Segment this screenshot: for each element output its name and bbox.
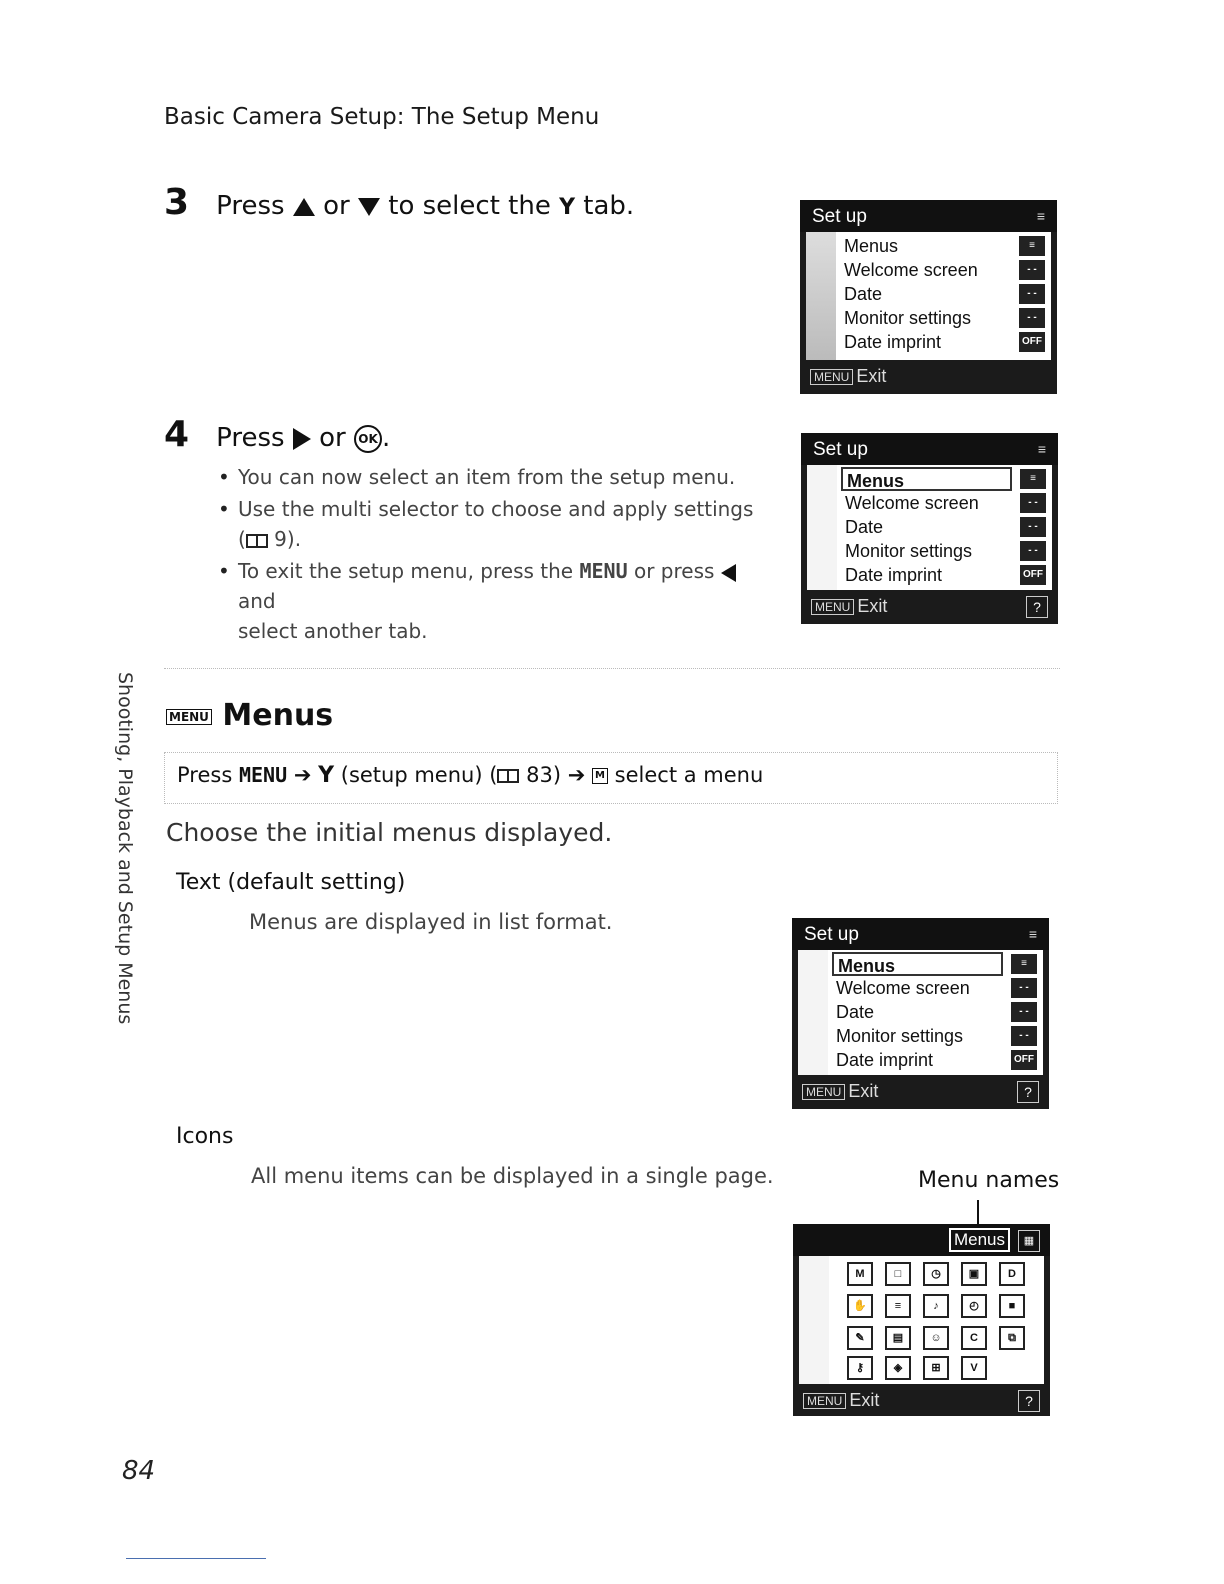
menu-item: Date [844, 284, 883, 304]
bullet-text: You can now select an item from the setup menu. [238, 465, 736, 489]
camera-screen-setup-tab [800, 200, 1057, 394]
section-lead: Choose the initial menus displayed. [166, 818, 613, 847]
side-tab [108, 672, 138, 1032]
menu-item: Monitor settings [844, 308, 972, 328]
language-icon: ✎ [847, 1326, 873, 1350]
path-setup: (setup menu) ( [340, 763, 498, 787]
menu-list [844, 234, 1011, 354]
camera-screen-text-format [792, 918, 1049, 1109]
setting-icon: - - [1011, 1026, 1037, 1046]
ratio-icon: ⊞ [923, 1356, 949, 1380]
auto-off-icon: ◴ [961, 1294, 987, 1318]
scroll-bars-icon: ≡ [1028, 926, 1037, 942]
setting-icon: - - [1019, 284, 1045, 304]
section-title [166, 698, 333, 733]
list-icon: ≡ [1019, 236, 1045, 256]
sound-icon: ♪ [923, 1294, 949, 1318]
setting-icon: - - [1020, 517, 1046, 537]
left-arrow-icon [721, 564, 736, 582]
step-number: 3 [164, 182, 190, 223]
af-assist-icon: ≡ [885, 1294, 911, 1318]
menu-item: Menus [844, 236, 899, 256]
menu-item: Welcome screen [845, 493, 979, 513]
screen-title: Set up [813, 439, 868, 460]
setting-icon: - - [1011, 978, 1037, 998]
screen-footer [793, 1384, 1050, 1416]
screen-title-bar [801, 433, 1058, 465]
step-4-or: or [319, 423, 346, 453]
step-4-text: Press or OK . [216, 423, 391, 453]
option-text-title: Text (default setting) [176, 870, 406, 895]
reset-icon: C [961, 1326, 987, 1350]
bullet-item [216, 556, 776, 646]
step-4-press: Press [216, 423, 285, 453]
step-3-to-select: to select the [388, 191, 551, 221]
key-icon: ⚷ [847, 1356, 873, 1380]
menu-list [845, 467, 1012, 587]
path-press: Press [177, 763, 233, 787]
option-icons-title: Icons [176, 1124, 234, 1149]
step-4 [164, 414, 390, 455]
exit-label: Exit [856, 366, 887, 386]
side-tab-label: Shooting, Playback and Setup Menus [114, 672, 136, 1025]
screen-footer [792, 1075, 1049, 1107]
list-icon: ≡ [1020, 469, 1046, 489]
help-icon: ? [1017, 1081, 1039, 1103]
setting-icons [1019, 236, 1047, 356]
arrow-icon: ➔ [567, 763, 586, 787]
menu-icon: MENU [166, 709, 212, 725]
screen-body [798, 950, 1043, 1075]
section-divider [164, 668, 1060, 669]
step-3-or: or [323, 191, 350, 221]
menu-item: Date imprint [836, 1050, 934, 1070]
menu-item: Date imprint [845, 565, 943, 585]
menu-button-icon: MENU [810, 369, 853, 385]
exit-label: Exit [848, 1081, 879, 1101]
help-icon: ? [1018, 1390, 1040, 1412]
help-icon: ? [1026, 596, 1048, 618]
screen-title-bar [800, 200, 1057, 232]
step-3-press: Press [216, 191, 285, 221]
menu-keyword: MENU [579, 559, 628, 583]
bullet-text: To exit the setup menu, press the [238, 559, 574, 583]
wrench-icon: Y [318, 763, 335, 788]
date-imprint-icon: D [999, 1262, 1025, 1286]
menu-button-icon: MENU [802, 1084, 845, 1100]
step-3 [164, 182, 634, 223]
arrow-icon: ➔ [293, 763, 312, 787]
screen-title: Set up [804, 924, 859, 945]
bullet-item [216, 494, 776, 554]
down-arrow-icon [358, 198, 380, 216]
up-arrow-icon [293, 198, 315, 216]
screen-title: Set up [812, 206, 867, 227]
setting-icon: - - [1020, 541, 1046, 561]
path-select: select a menu [614, 763, 764, 787]
page-header: Basic Camera Setup: The Setup Menu [164, 104, 600, 130]
step-number: 4 [164, 414, 190, 455]
setting-icon: - - [1011, 1002, 1037, 1022]
footer-rule [126, 1558, 266, 1559]
page-ref: 83) [526, 763, 562, 787]
page-number: 84 [122, 1456, 156, 1486]
bullet-text: or press [633, 559, 715, 583]
menu-item-selected: Menus [832, 952, 1003, 976]
tv-icon: ▤ [885, 1326, 911, 1350]
blink-icon: ☺ [923, 1326, 949, 1350]
book-icon [246, 534, 268, 548]
menu-icon: M [592, 768, 608, 784]
menu-item: Date [845, 517, 884, 537]
menu-list [836, 952, 1003, 1072]
tab-strip [798, 950, 828, 1075]
tab-strip [807, 465, 837, 590]
clock-icon: ◷ [923, 1262, 949, 1286]
eyefi-icon: ◈ [885, 1356, 911, 1380]
section-title-text: Menus [222, 698, 334, 733]
menu-path-box [164, 752, 1058, 804]
bullet-text: select another tab. [238, 619, 428, 643]
menu-names-callout: Menu names [918, 1168, 1060, 1193]
menu-item: Date [836, 1002, 875, 1022]
step-3-text [216, 191, 634, 221]
setting-icon: - - [1020, 493, 1046, 513]
camera-screen-menus-selected [801, 433, 1058, 624]
screen-body [807, 465, 1052, 590]
option-text-desc: Menus are displayed in list format. [249, 910, 613, 934]
camera-screen-icons-format [793, 1224, 1050, 1416]
scroll-bars-icon: ≡ [1037, 441, 1046, 457]
format-icon: ■ [999, 1294, 1025, 1318]
screen-title-bar [792, 918, 1049, 950]
option-icons-desc: All menu items can be displayed in a single page. [251, 1164, 774, 1188]
scroll-bars-icon: ≡ [1036, 208, 1045, 224]
tab-strip [799, 1256, 829, 1384]
menu-button-icon: MENU [803, 1393, 846, 1409]
book-icon [497, 769, 519, 783]
tab-strip [806, 232, 836, 360]
grid-icon: ▦ [1018, 1230, 1040, 1252]
off-icon: OFF [1020, 565, 1046, 585]
page-ref: 9). [274, 527, 302, 551]
menu-button-icon: MENU [811, 599, 854, 615]
off-icon: OFF [1011, 1050, 1037, 1070]
bullet-text: and [238, 589, 276, 613]
exit-label: Exit [849, 1390, 880, 1410]
step-3-tab: tab. [583, 191, 635, 221]
menu-item: Monitor settings [845, 541, 973, 561]
screen-body [799, 1256, 1044, 1384]
vr-icon: ✋ [847, 1294, 873, 1318]
ok-button-icon: OK [354, 425, 382, 453]
setting-icons [1011, 954, 1039, 1074]
menu-item: Date imprint [844, 332, 942, 352]
menu-item: Welcome screen [836, 978, 970, 998]
selected-menu-name: Menus [949, 1228, 1010, 1252]
monitor-icon: ▣ [961, 1262, 987, 1286]
bullet-text-paren: ( [238, 527, 246, 551]
version-icon: V [961, 1356, 987, 1380]
setting-icon: - - [1019, 260, 1045, 280]
screen-footer [800, 360, 1057, 392]
screen-title-bar [793, 1224, 1050, 1256]
setting-icons [1020, 469, 1048, 589]
step-4-bullets [216, 462, 776, 648]
menu-item: Welcome screen [844, 260, 978, 280]
wrench-icon: Y [559, 195, 576, 220]
setting-icon: - - [1019, 308, 1045, 328]
welcome-icon: □ [885, 1262, 911, 1286]
screen-footer [801, 590, 1058, 622]
right-arrow-icon [293, 428, 311, 450]
menus-icon: M [847, 1262, 873, 1286]
copy-icon: ⧉ [999, 1326, 1025, 1350]
menu-item: Monitor settings [836, 1026, 964, 1046]
menu-keyword: MENU [238, 763, 288, 787]
menu-item-selected: Menus [841, 467, 1012, 491]
screen-body [806, 232, 1051, 360]
bullet-text: Use the multi selector to choose and apply settings [238, 497, 754, 521]
exit-label: Exit [857, 596, 888, 616]
list-icon: ≡ [1011, 954, 1037, 974]
bullet-item [216, 462, 776, 492]
off-icon: OFF [1019, 332, 1045, 352]
